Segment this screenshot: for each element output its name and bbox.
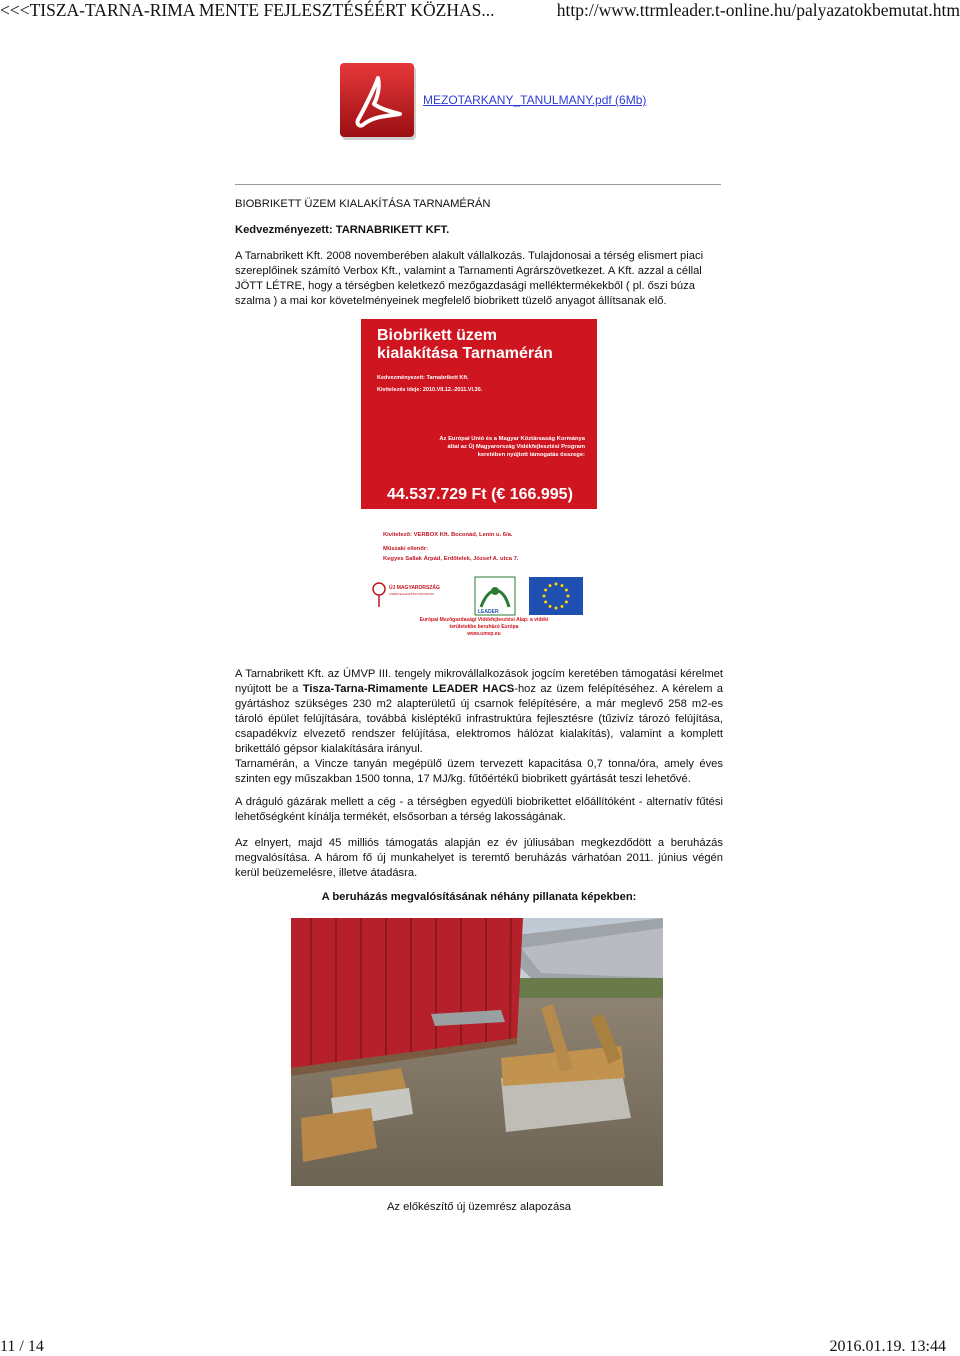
umvp-logo-icon [369, 577, 440, 613]
umvp-logo-text: ÚJ MAGYARORSZÁG [389, 585, 440, 591]
poster-title-line1: Biobrikett üzem [377, 327, 498, 344]
leader-logo-icon [475, 577, 515, 615]
intro-line: JÖTT LÉTRE, hogy a térségben keletkező mezőgazdasági melléktermékekből ( pl. őszi búza [235, 280, 695, 292]
intro-line: szereplőinek számító Verbox Kft., valamint a Tarnamenti Agrárszövetkezet. A Kft. azzal a céllal [235, 265, 702, 277]
print-timestamp: 2016.01.19. 13:44 [829, 1338, 946, 1355]
poster-amount: 44.537.729 Ft (€ 166.995) [387, 486, 573, 503]
construction-photo [291, 918, 663, 1186]
umvp-logo-subtext: VIDÉKFEJLESZTÉSI PROGRAM [389, 592, 434, 596]
paragraph-application [235, 667, 723, 787]
poster-beneficiary: Kedvezményezett: Tarnabrikett Kft. [377, 375, 469, 381]
poster-inspector: Kegyes Sallak Árpád, Erdőtelek, József A. utca 7. [383, 556, 519, 562]
section-divider [235, 184, 721, 185]
leader-logo-text: LEADER [478, 609, 499, 615]
paragraph-implementation: Az elnyert, majd 45 milliós támogatás alapján ez év júliusában megkezdődött a beruházás megvalósítása. A három fő új munkahelyet is teremtő beruházás várhatóan 2011. június végén kerül beüzemelésre, illetve átadásra. [235, 837, 723, 879]
page-header-url: http://www.ttrmleader.t-online.hu/palyazatokbemutat.htm [556, 0, 960, 20]
photo-caption: Az előkészítő új üzemrész alapozása [386, 1201, 572, 1213]
poster-support-text: Az Európai Unió és a Magyar Köztársaság Kormánya által az Új Magyarország Vidékfejlesztési Program keretében nyújtott támogatás összege: [439, 436, 585, 458]
eu-flag-icon [529, 577, 583, 615]
article-heading: BIOBRIKETT ÜZEM KIALAKÍTÁSA TARNAMÉRÁN [235, 198, 491, 210]
poster-period: Kivitelezés ideje: 2010.VII.12.-2011.VI.30. [377, 387, 483, 393]
pdf-download-link[interactable]: MEZOTARKANY_TANULMANY.pdf (6Mb) [423, 93, 647, 107]
poster-inspector-label: Műszaki ellenőr: [383, 546, 429, 552]
project-poster [361, 319, 597, 655]
intro-line: A Tarnabrikett Kft. 2008 novemberében alakult vállalkozás. Tulajdonosai a térség elismert piaci [235, 250, 704, 262]
paragraph-gas-prices: A dráguló gázárak mellett a cég - a térségben egyedüli biobrikettet előállítóként - alternatív fűtési lehetőségként kínálja termékét, elsősorban a térség lakosságának. [235, 796, 723, 823]
page-counter: 11 / 14 [0, 1338, 44, 1355]
paragraph-capacity: Tarnamérán, a Vincze tanyán megépülő üzem tervezett kapacitása 0,7 tonna/óra, amely éves szinten egy műszakban 1500 tonna, 17 MJ/kg. fűtőértékű biobrikett gyártását teszi lehetővé. [235, 758, 723, 785]
beneficiary-label: Kedvezményezett: TARNABRIKETT KFT. [235, 224, 450, 236]
paragraph-application-b: -hoz az üzem felépítéséhez. A kérelem a gyártáshoz szükséges 230 m2 alapterületű új csarnok felépítésére, a már meglevő 258 m2-es tároló épület felújítására, továbbá kisléptékű infrastruktúra fejlesztésre (tűzivíz tározó felújítása, csapadékvíz elvezető rendszer felújítása, elektromos hálózat kialakítás), valamint a komplett brikettáló gépsor kialakítására irányul. [235, 683, 724, 755]
page-header-title: <<<TISZA-TARNA-RIMA MENTE FEJLESZTÉSÉÉRT KÖZHAS... [0, 0, 495, 20]
poster-eu-fund-text: Európai Mezőgazdasági Vidékfejlesztési Alap: a vidéki területekbe beruházó Európa [419, 617, 549, 630]
paragraph-application-a: A Tarnabrikett Kft. az ÚMVP III. tengely mikrovállalkozások jogcím keretében támogatási kérelmet nyújtott be a [235, 668, 723, 695]
pdf-acrobat-icon[interactable] [338, 62, 420, 144]
poster-contractor: Kivitelező: VERBOX Kft. Boconád, Lenin u. 6/a. [383, 532, 513, 538]
poster-website: www.umvp.eu [467, 631, 501, 637]
leader-hacs-name: Tisza-Tarna-Rimamente LEADER HACS [302, 683, 515, 695]
poster-eu-fund [409, 617, 559, 638]
gallery-heading: A beruházás megvalósításának néhány pillanata képekben: [321, 891, 637, 903]
poster-title-line2: kialakítása Tarnamérán [377, 345, 553, 362]
poster-title [377, 327, 553, 363]
intro-line: szalma ) a mai kor követelményeinek megfelelő biobrikett tüzelő anyagot állítsanak elő. [235, 295, 667, 307]
